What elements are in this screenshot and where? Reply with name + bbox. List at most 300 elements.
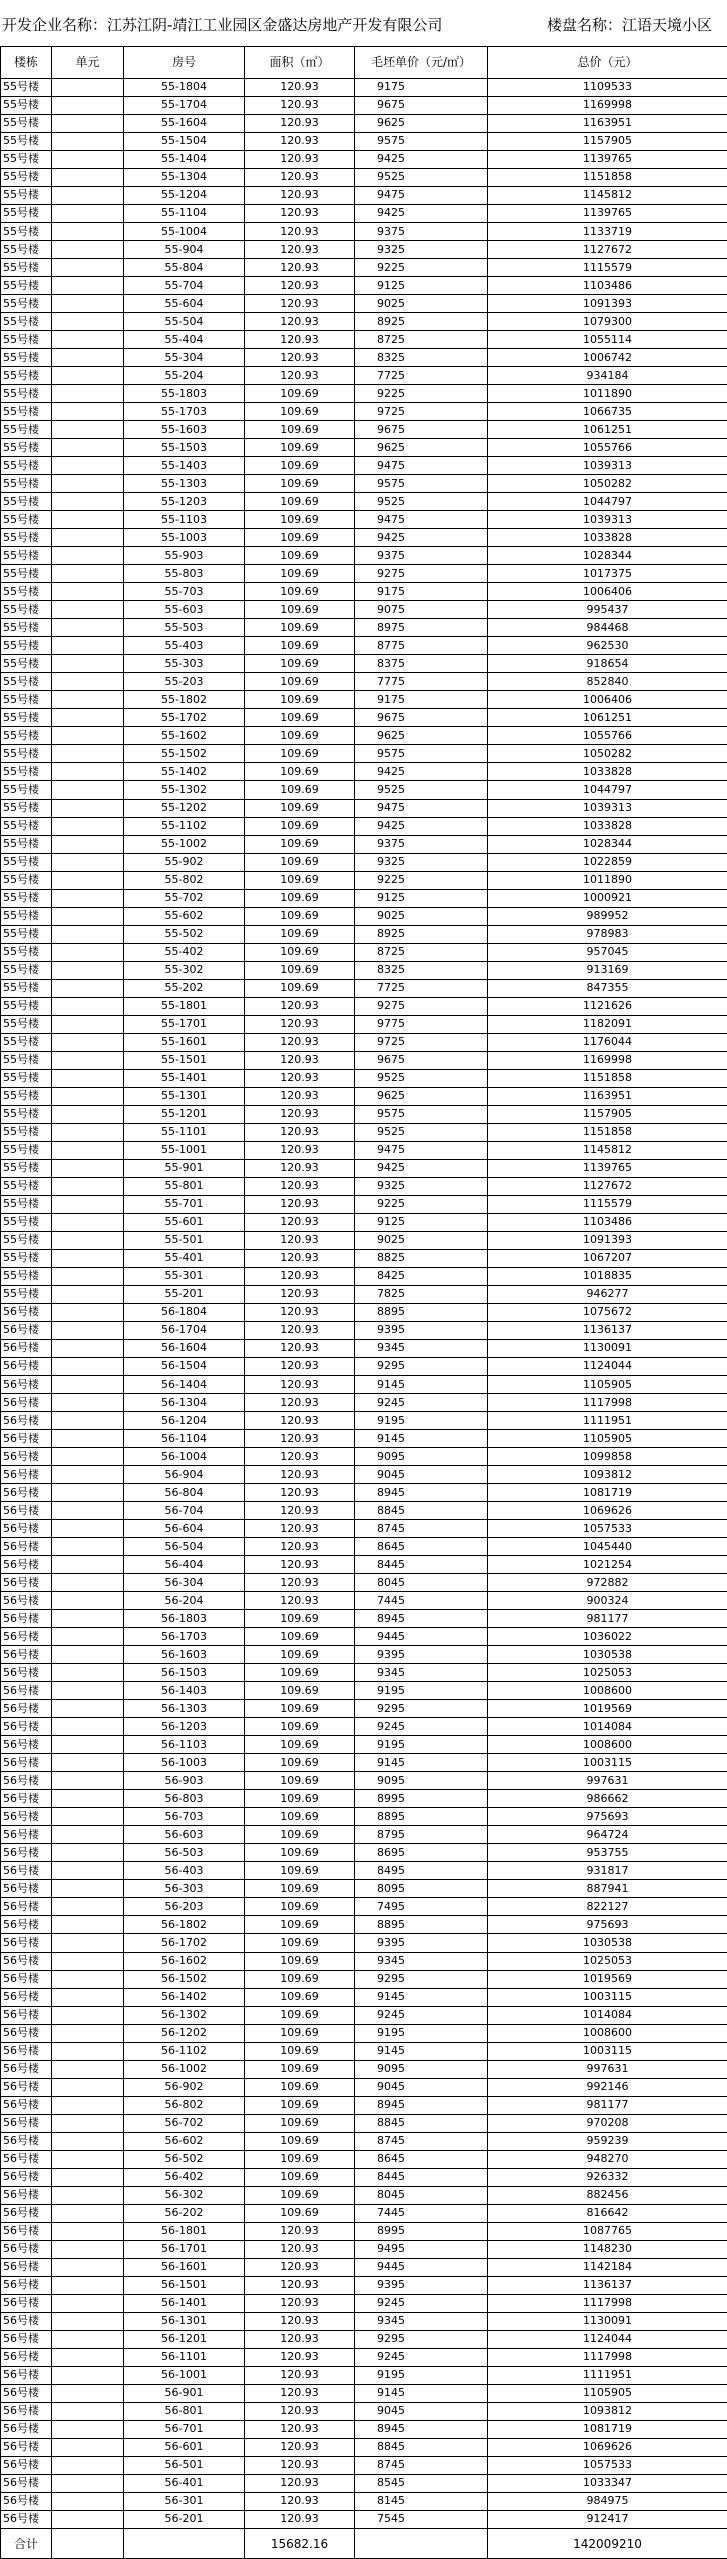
unit-cell xyxy=(52,114,124,132)
table-row xyxy=(1,2204,727,2222)
building-cell: 55号楼 xyxy=(1,1213,52,1231)
area-cell: 109.69 xyxy=(245,637,355,655)
table-row xyxy=(1,1357,727,1375)
unit-cell xyxy=(52,871,124,889)
unit-cell xyxy=(52,637,124,655)
room-cell: 55-1602 xyxy=(124,727,245,745)
total-price-cell: 1003115 xyxy=(488,2042,727,2060)
unit-cell xyxy=(52,1141,124,1159)
building-cell: 55号楼 xyxy=(1,781,52,799)
room-cell: 56-204 xyxy=(124,1592,245,1610)
total-room-cell xyxy=(124,2529,245,2559)
area-cell: 109.69 xyxy=(245,1628,355,1646)
total-price-cell: 975693 xyxy=(488,1808,727,1826)
total-price-cell: 989952 xyxy=(488,907,727,925)
building-cell: 56号楼 xyxy=(1,2330,52,2348)
unit-price-cell: 9225 xyxy=(355,385,488,403)
table-row xyxy=(1,1952,727,1970)
total-price-cell: 882456 xyxy=(488,2186,727,2204)
room-cell: 55-402 xyxy=(124,943,245,961)
area-cell: 120.93 xyxy=(245,2312,355,2330)
area-cell: 120.93 xyxy=(245,1520,355,1538)
unit-price-cell: 9425 xyxy=(355,763,488,781)
total-price-cell: 1033828 xyxy=(488,763,727,781)
table-row xyxy=(1,403,727,421)
room-cell: 56-601 xyxy=(124,2438,245,2456)
room-cell: 55-602 xyxy=(124,907,245,925)
unit-price-cell: 7775 xyxy=(355,673,488,691)
building-cell: 55号楼 xyxy=(1,1285,52,1303)
table-row xyxy=(1,1592,727,1610)
building-cell: 55号楼 xyxy=(1,1087,52,1105)
total-price-cell: 822127 xyxy=(488,1898,727,1916)
area-cell: 120.93 xyxy=(245,1376,355,1394)
area-cell: 109.69 xyxy=(245,961,355,979)
area-cell: 120.93 xyxy=(245,1592,355,1610)
area-cell: 120.93 xyxy=(245,2276,355,2294)
building-cell: 55号楼 xyxy=(1,583,52,601)
area-cell: 109.69 xyxy=(245,601,355,619)
room-cell: 55-902 xyxy=(124,853,245,871)
area-cell: 120.93 xyxy=(245,2330,355,2348)
room-cell: 55-1603 xyxy=(124,421,245,439)
total-price-cell: 1151858 xyxy=(488,168,727,186)
table-row xyxy=(1,1538,727,1556)
unit-cell xyxy=(52,1033,124,1051)
area-cell: 120.93 xyxy=(245,1231,355,1249)
unit-cell xyxy=(52,1700,124,1718)
table-row xyxy=(1,1051,727,1069)
area-cell: 109.69 xyxy=(245,1790,355,1808)
total-price-cell: 1142184 xyxy=(488,2258,727,2276)
table-row xyxy=(1,204,727,222)
building-cell: 56号楼 xyxy=(1,1484,52,1502)
room-cell: 55-1102 xyxy=(124,817,245,835)
area-cell: 120.93 xyxy=(245,259,355,277)
total-price-cell: 1067207 xyxy=(488,1249,727,1267)
area-cell: 120.93 xyxy=(245,2240,355,2258)
unit-cell xyxy=(52,925,124,943)
unit-price-cell: 9195 xyxy=(355,1736,488,1754)
area-cell: 109.69 xyxy=(245,2024,355,2042)
building-cell: 55号楼 xyxy=(1,204,52,222)
unit-cell xyxy=(52,313,124,331)
unit-cell xyxy=(52,385,124,403)
table-row xyxy=(1,817,727,835)
unit-price-cell: 8825 xyxy=(355,1249,488,1267)
total-price-cell: 1014084 xyxy=(488,2006,727,2024)
area-cell: 109.69 xyxy=(245,907,355,925)
room-cell: 56-1001 xyxy=(124,2366,245,2384)
area-cell: 120.93 xyxy=(245,2420,355,2438)
unit-price-cell: 9075 xyxy=(355,601,488,619)
area-cell: 109.69 xyxy=(245,673,355,691)
table-row xyxy=(1,2024,727,2042)
unit-cell xyxy=(52,78,124,96)
area-cell: 109.69 xyxy=(245,2186,355,2204)
table-row xyxy=(1,1970,727,1988)
building-cell: 55号楼 xyxy=(1,1267,52,1285)
unit-cell xyxy=(52,150,124,168)
developer-info xyxy=(2,14,442,35)
unit-price-cell: 9325 xyxy=(355,853,488,871)
unit-price-cell: 9445 xyxy=(355,2258,488,2276)
building-cell: 56号楼 xyxy=(1,2510,52,2528)
table-row xyxy=(1,565,727,583)
unit-price-cell: 8945 xyxy=(355,2096,488,2114)
area-cell: 120.93 xyxy=(245,132,355,150)
building-cell: 56号楼 xyxy=(1,1790,52,1808)
unit-price-cell: 9525 xyxy=(355,781,488,799)
table-row xyxy=(1,925,727,943)
unit-price-cell: 9145 xyxy=(355,1430,488,1448)
room-cell: 55-1002 xyxy=(124,835,245,853)
room-cell: 55-404 xyxy=(124,331,245,349)
total-price-cell: 1044797 xyxy=(488,493,727,511)
table-row xyxy=(1,2312,727,2330)
area-cell: 109.69 xyxy=(245,1718,355,1736)
total-price-cell: 1145812 xyxy=(488,186,727,204)
room-cell: 55-1203 xyxy=(124,493,245,511)
area-cell: 109.69 xyxy=(245,1754,355,1772)
room-cell: 56-803 xyxy=(124,1790,245,1808)
unit-price-cell: 9475 xyxy=(355,799,488,817)
unit-cell xyxy=(52,2186,124,2204)
total-price-cell: 1057533 xyxy=(488,1520,727,1538)
table-row xyxy=(1,259,727,277)
area-cell: 109.69 xyxy=(245,2150,355,2168)
unit-price-cell: 8895 xyxy=(355,1303,488,1321)
building-cell: 55号楼 xyxy=(1,1033,52,1051)
unit-price-cell: 9675 xyxy=(355,421,488,439)
table-row xyxy=(1,871,727,889)
unit-cell xyxy=(52,1646,124,1664)
total-price-cell: 1091393 xyxy=(488,295,727,313)
table-row xyxy=(1,150,727,168)
unit-price-cell: 9575 xyxy=(355,132,488,150)
area-cell: 120.93 xyxy=(245,1556,355,1574)
area-cell: 109.69 xyxy=(245,565,355,583)
room-cell: 55-201 xyxy=(124,1285,245,1303)
total-price-cell: 1127672 xyxy=(488,1177,727,1195)
area-cell: 109.69 xyxy=(245,2114,355,2132)
area-cell: 120.93 xyxy=(245,1015,355,1033)
area-cell: 109.69 xyxy=(245,799,355,817)
building-cell: 56号楼 xyxy=(1,1357,52,1375)
total-price-cell: 1003115 xyxy=(488,1754,727,1772)
table-row xyxy=(1,2042,727,2060)
room-cell: 55-1804 xyxy=(124,78,245,96)
room-cell: 56-1701 xyxy=(124,2240,245,2258)
building-cell: 56号楼 xyxy=(1,1394,52,1412)
area-cell: 120.93 xyxy=(245,1159,355,1177)
room-cell: 55-604 xyxy=(124,295,245,313)
unit-cell xyxy=(52,403,124,421)
room-cell: 56-802 xyxy=(124,2096,245,2114)
unit-cell xyxy=(52,799,124,817)
table-row xyxy=(1,745,727,763)
total-price-cell: 1033828 xyxy=(488,817,727,835)
room-cell: 56-404 xyxy=(124,1556,245,1574)
table-row xyxy=(1,186,727,204)
room-cell: 55-603 xyxy=(124,601,245,619)
unit-cell xyxy=(52,673,124,691)
area-cell: 109.69 xyxy=(245,457,355,475)
unit-cell xyxy=(52,223,124,241)
column-header-unit: 单元 xyxy=(52,47,124,79)
building-cell: 55号楼 xyxy=(1,403,52,421)
column-header-area: 面积（㎡） xyxy=(245,47,355,79)
room-cell: 56-1803 xyxy=(124,1610,245,1628)
total-price-cell: 1081719 xyxy=(488,1484,727,1502)
area-cell: 109.69 xyxy=(245,1880,355,1898)
total-area: 15682.16 xyxy=(245,2529,355,2559)
table-row xyxy=(1,655,727,673)
building-cell: 56号楼 xyxy=(1,1520,52,1538)
unit-price-cell: 9725 xyxy=(355,403,488,421)
unit-price-cell: 9145 xyxy=(355,1988,488,2006)
building-cell: 55号楼 xyxy=(1,1249,52,1267)
room-cell: 56-1402 xyxy=(124,1988,245,2006)
area-cell: 120.93 xyxy=(245,2492,355,2510)
table-row xyxy=(1,1123,727,1141)
table-row xyxy=(1,2186,727,2204)
room-cell: 55-804 xyxy=(124,259,245,277)
unit-cell xyxy=(52,457,124,475)
room-cell: 56-604 xyxy=(124,1520,245,1538)
area-cell: 109.69 xyxy=(245,493,355,511)
unit-cell xyxy=(52,1610,124,1628)
building-cell: 55号楼 xyxy=(1,367,52,385)
unit-cell xyxy=(52,1736,124,1754)
unit-cell xyxy=(52,349,124,367)
unit-price-cell: 9475 xyxy=(355,511,488,529)
total-price-cell: 1030538 xyxy=(488,1934,727,1952)
table-row xyxy=(1,493,727,511)
total-price-cell: 1025053 xyxy=(488,1952,727,1970)
building-cell: 56号楼 xyxy=(1,1610,52,1628)
area-cell: 109.69 xyxy=(245,1844,355,1862)
table-row xyxy=(1,1231,727,1249)
room-cell: 55-203 xyxy=(124,673,245,691)
area-cell: 120.93 xyxy=(245,331,355,349)
area-cell: 120.93 xyxy=(245,2474,355,2492)
table-row xyxy=(1,1159,727,1177)
unit-price-cell: 8095 xyxy=(355,1880,488,1898)
building-cell: 55号楼 xyxy=(1,1177,52,1195)
room-cell: 55-901 xyxy=(124,1159,245,1177)
room-cell: 55-1503 xyxy=(124,439,245,457)
unit-price-cell: 8325 xyxy=(355,349,488,367)
area-cell: 109.69 xyxy=(245,745,355,763)
area-cell: 109.69 xyxy=(245,871,355,889)
unit-cell xyxy=(52,2006,124,2024)
area-cell: 120.93 xyxy=(245,1087,355,1105)
area-cell: 120.93 xyxy=(245,997,355,1015)
room-cell: 56-904 xyxy=(124,1466,245,1484)
building-cell: 55号楼 xyxy=(1,763,52,781)
area-cell: 109.69 xyxy=(245,1772,355,1790)
room-cell: 55-1703 xyxy=(124,403,245,421)
unit-cell xyxy=(52,2348,124,2366)
total-price-cell: 1069626 xyxy=(488,2438,727,2456)
room-cell: 56-1203 xyxy=(124,1718,245,1736)
unit-price-cell: 9295 xyxy=(355,1970,488,1988)
table-row xyxy=(1,1736,727,1754)
unit-cell xyxy=(52,763,124,781)
building-cell: 55号楼 xyxy=(1,565,52,583)
unit-cell xyxy=(52,1862,124,1880)
table-row xyxy=(1,1466,727,1484)
unit-price-cell: 8995 xyxy=(355,1790,488,1808)
building-cell: 56号楼 xyxy=(1,2366,52,2384)
table-row xyxy=(1,727,727,745)
area-cell: 109.69 xyxy=(245,1970,355,1988)
room-cell: 56-201 xyxy=(124,2510,245,2528)
total-price-cell: 1011890 xyxy=(488,385,727,403)
area-cell: 120.93 xyxy=(245,1195,355,1213)
room-cell: 56-1102 xyxy=(124,2042,245,2060)
unit-price-cell: 8745 xyxy=(355,1520,488,1538)
table-row xyxy=(1,1574,727,1592)
building-cell: 56号楼 xyxy=(1,1339,52,1357)
unit-price-cell: 8795 xyxy=(355,1826,488,1844)
room-cell: 55-1304 xyxy=(124,168,245,186)
column-header-building: 楼栋 xyxy=(1,47,52,79)
room-cell: 55-1202 xyxy=(124,799,245,817)
room-cell: 56-1301 xyxy=(124,2312,245,2330)
table-row xyxy=(1,2456,727,2474)
area-cell: 120.93 xyxy=(245,2366,355,2384)
room-cell: 55-303 xyxy=(124,655,245,673)
building-cell: 56号楼 xyxy=(1,1430,52,1448)
unit-cell xyxy=(52,1303,124,1321)
header-row xyxy=(1,47,727,79)
table-row xyxy=(1,979,727,997)
area-cell: 109.69 xyxy=(245,1988,355,2006)
table-row xyxy=(1,889,727,907)
area-cell: 120.93 xyxy=(245,1069,355,1087)
table-row xyxy=(1,1880,727,1898)
unit-price-cell: 9245 xyxy=(355,2348,488,2366)
area-cell: 120.93 xyxy=(245,1051,355,1069)
room-cell: 55-702 xyxy=(124,889,245,907)
area-cell: 109.69 xyxy=(245,2204,355,2222)
building-cell: 55号楼 xyxy=(1,853,52,871)
unit-cell xyxy=(52,1105,124,1123)
unit-cell xyxy=(52,2294,124,2312)
unit-cell xyxy=(52,367,124,385)
building-cell: 55号楼 xyxy=(1,349,52,367)
room-cell: 55-302 xyxy=(124,961,245,979)
total-price-cell: 1093812 xyxy=(488,1466,727,1484)
area-cell: 109.69 xyxy=(245,1808,355,1826)
building-cell: 56号楼 xyxy=(1,1934,52,1952)
area-cell: 120.93 xyxy=(245,1430,355,1448)
unit-cell xyxy=(52,853,124,871)
table-row xyxy=(1,673,727,691)
area-cell: 120.93 xyxy=(245,1213,355,1231)
area-cell: 109.69 xyxy=(245,2042,355,2060)
building-cell: 56号楼 xyxy=(1,1736,52,1754)
building-cell: 55号楼 xyxy=(1,1159,52,1177)
room-cell: 56-202 xyxy=(124,2204,245,2222)
unit-price-cell: 9295 xyxy=(355,1700,488,1718)
area-cell: 109.69 xyxy=(245,1736,355,1754)
unit-price-cell: 8725 xyxy=(355,331,488,349)
total-price-cell: 1115579 xyxy=(488,1195,727,1213)
unit-cell xyxy=(52,1772,124,1790)
unit-price-cell: 9625 xyxy=(355,439,488,457)
room-cell: 55-502 xyxy=(124,925,245,943)
sheet-header xyxy=(0,0,727,46)
building-cell: 56号楼 xyxy=(1,2312,52,2330)
table-row xyxy=(1,223,727,241)
unit-cell xyxy=(52,1195,124,1213)
room-cell: 56-701 xyxy=(124,2420,245,2438)
area-cell: 109.69 xyxy=(245,1646,355,1664)
table-row xyxy=(1,331,727,349)
unit-price-cell: 7495 xyxy=(355,1898,488,1916)
unit-cell xyxy=(52,709,124,727)
unit-price-cell: 8725 xyxy=(355,943,488,961)
total-price-cell: 1124044 xyxy=(488,2330,727,2348)
building-cell: 56号楼 xyxy=(1,2222,52,2240)
unit-cell xyxy=(52,2222,124,2240)
building-cell: 55号楼 xyxy=(1,1141,52,1159)
unit-cell xyxy=(52,1394,124,1412)
building-cell: 55号楼 xyxy=(1,150,52,168)
table-row xyxy=(1,1285,727,1303)
room-cell: 56-1802 xyxy=(124,1916,245,1934)
unit-cell xyxy=(52,2150,124,2168)
total-price-cell: 1105905 xyxy=(488,1430,727,1448)
unit-price-cell: 8895 xyxy=(355,1916,488,1934)
table-row xyxy=(1,781,727,799)
building-cell: 56号楼 xyxy=(1,2114,52,2132)
total-price-cell: 1050282 xyxy=(488,745,727,763)
unit-price-cell: 9195 xyxy=(355,2024,488,2042)
unit-cell xyxy=(52,1357,124,1375)
project-info xyxy=(547,14,712,35)
unit-price-cell: 8045 xyxy=(355,1574,488,1592)
area-cell: 120.93 xyxy=(245,186,355,204)
total-price-cell: 1136137 xyxy=(488,1321,727,1339)
area-cell: 109.69 xyxy=(245,943,355,961)
table-row xyxy=(1,1105,727,1123)
total-price-cell: 1139765 xyxy=(488,1159,727,1177)
table-row xyxy=(1,637,727,655)
room-cell: 56-1601 xyxy=(124,2258,245,2276)
unit-cell xyxy=(52,1934,124,1952)
area-cell: 120.93 xyxy=(245,2438,355,2456)
room-cell: 56-1804 xyxy=(124,1303,245,1321)
total-price-cell: 984975 xyxy=(488,2492,727,2510)
area-cell: 120.93 xyxy=(245,1249,355,1267)
table-row xyxy=(1,241,727,259)
table-row xyxy=(1,1448,727,1466)
building-cell: 56号楼 xyxy=(1,1376,52,1394)
unit-cell xyxy=(52,1916,124,1934)
building-cell: 56号楼 xyxy=(1,1772,52,1790)
building-cell: 55号楼 xyxy=(1,529,52,547)
unit-price-cell: 9195 xyxy=(355,1682,488,1700)
room-cell: 55-1704 xyxy=(124,96,245,114)
table-row xyxy=(1,1682,727,1700)
unit-cell xyxy=(52,943,124,961)
unit-price-cell: 9225 xyxy=(355,259,488,277)
room-cell: 55-1401 xyxy=(124,1069,245,1087)
